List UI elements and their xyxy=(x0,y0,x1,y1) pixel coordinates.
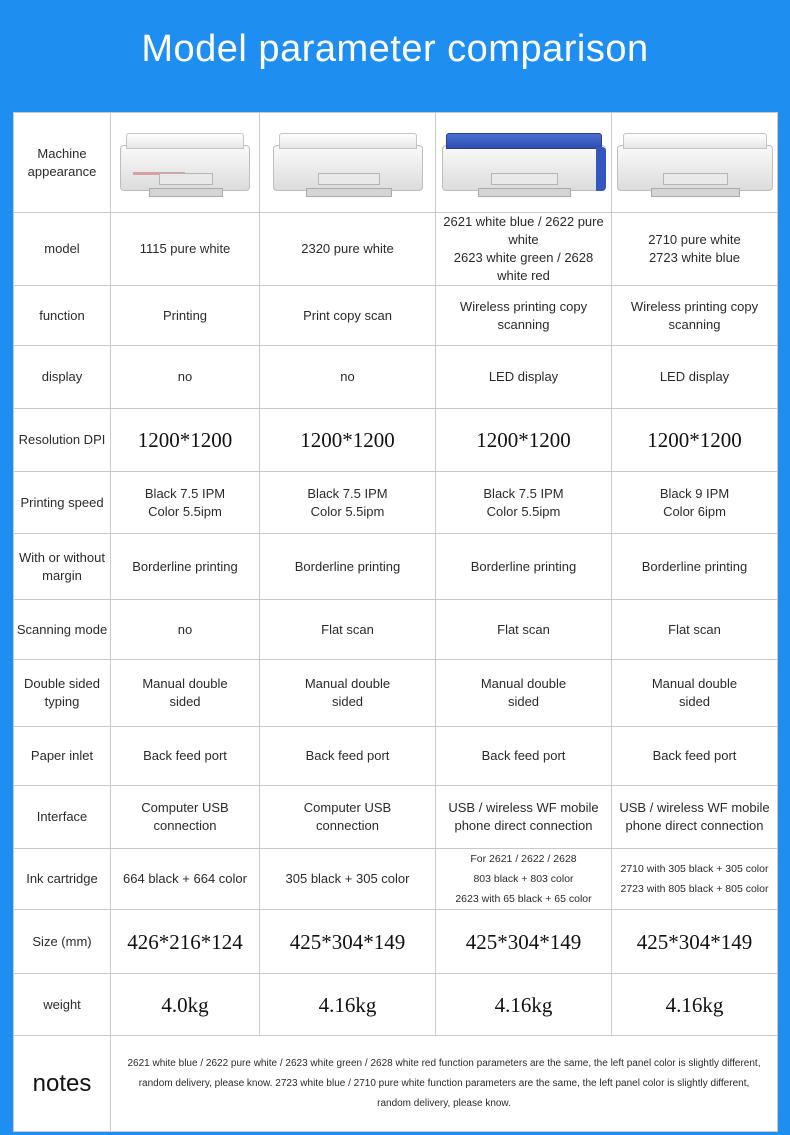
row-label-text: Paper inlet xyxy=(30,748,94,763)
table-cell xyxy=(612,786,778,849)
table-cell xyxy=(260,849,436,910)
table-cell xyxy=(260,600,436,660)
table-cell xyxy=(436,974,612,1036)
table-cell xyxy=(260,786,436,849)
cell-text: phone direct connection xyxy=(625,818,764,833)
printer-tray xyxy=(651,188,740,197)
table-row xyxy=(14,727,778,786)
cell-text: 2710 pure white xyxy=(648,232,741,247)
table-cell xyxy=(111,974,260,1036)
printer-blue-lid xyxy=(446,133,602,149)
table-cell xyxy=(612,472,778,534)
cell-text: scanning xyxy=(668,316,721,332)
cell-text: Black 7.5 IPM xyxy=(144,485,226,501)
table-cell xyxy=(612,113,778,213)
printer-tray xyxy=(478,188,572,197)
cell-text: sided xyxy=(678,694,711,709)
cell-text: Printing xyxy=(162,307,208,323)
notes-text: 2621 white blue / 2622 pure white / 2623 white green / 2628 white red function parameters are the same, the left panel color is slightly different, random delivery, please know. 2723 white blue / 2710 pure white function parameters are the same, the left panel color is slightly different, random delivery, please know. xyxy=(111,1036,778,1132)
table-cell xyxy=(260,910,436,974)
table-row xyxy=(14,660,778,727)
row-label-text: weight xyxy=(43,996,81,1012)
printer-1115-white-icon xyxy=(120,127,250,199)
row-label xyxy=(14,534,111,600)
table-cell xyxy=(111,727,260,786)
printer-output-slot xyxy=(159,173,213,185)
row-label-text: With or without margin xyxy=(19,549,105,583)
cell-text: 664 black + 664 color xyxy=(123,871,247,886)
table-cell xyxy=(260,727,436,786)
table-cell xyxy=(436,409,612,472)
cell-text: 1200*1200 xyxy=(476,428,571,452)
printer-lid xyxy=(126,133,244,149)
row-label-text: model xyxy=(44,241,80,256)
cell-text: Back feed port xyxy=(305,748,390,763)
table-row xyxy=(14,409,778,472)
row-label-text: Size (mm) xyxy=(32,933,92,949)
table-cell xyxy=(612,974,778,1036)
table-cell xyxy=(612,849,778,910)
row-label xyxy=(14,727,111,786)
table-cell xyxy=(111,286,260,346)
table-row xyxy=(14,910,778,974)
cell-text: no xyxy=(340,369,355,384)
row-label-text: display xyxy=(41,369,83,384)
table-cell xyxy=(111,409,260,472)
row-label-text: Double sided typing xyxy=(24,676,100,709)
table-cell xyxy=(260,974,436,1036)
cell-text: Wireless printing copy xyxy=(459,298,588,314)
cell-text: Flat scan xyxy=(321,621,374,637)
row-label xyxy=(14,472,111,534)
table-cell xyxy=(612,910,778,974)
table-cell xyxy=(111,346,260,409)
cell-text: 1200*1200 xyxy=(137,428,233,452)
printer-output-slot xyxy=(318,173,380,185)
row-label xyxy=(14,286,111,346)
table-cell xyxy=(436,786,612,849)
printer-lid xyxy=(279,133,417,149)
table-cell xyxy=(260,472,436,534)
table-cell xyxy=(111,660,260,727)
cell-text: 2723 with 805 black + 805 color xyxy=(620,883,769,895)
table-cell xyxy=(260,113,436,213)
cell-text: connection xyxy=(316,818,379,833)
table-cell xyxy=(436,286,612,346)
row-label xyxy=(14,113,111,213)
cell-text: connection xyxy=(153,818,217,833)
cell-text: 305 black + 305 color xyxy=(285,871,410,886)
cell-text: 4.16kg xyxy=(665,992,724,1017)
table-cell xyxy=(111,849,260,910)
cell-text: 4.16kg xyxy=(318,992,377,1017)
cell-text: 2623 white green / 2628 white red xyxy=(453,250,594,283)
cell-text: Wireless printing copy xyxy=(630,298,759,314)
cell-text: Back feed port xyxy=(481,748,566,763)
table-cell xyxy=(260,409,436,472)
printer-tray xyxy=(149,188,224,197)
table-row xyxy=(14,113,778,213)
row-label-text: Printing speed xyxy=(20,494,104,510)
table-cell xyxy=(260,213,436,286)
cell-text: 425*304*149 xyxy=(289,929,406,954)
row-label xyxy=(14,910,111,974)
table-cell xyxy=(260,286,436,346)
cell-text: 2710 with 305 black + 305 color xyxy=(620,863,769,875)
table-cell xyxy=(612,600,778,660)
cell-text: LED display xyxy=(659,369,730,384)
table-cell xyxy=(111,910,260,974)
cell-text: For 2621 / 2622 / 2628 xyxy=(470,853,577,865)
cell-text: Flat scan xyxy=(668,621,721,637)
printer-2621-white-blue-icon xyxy=(442,127,606,199)
table-cell xyxy=(436,660,612,727)
table-cell xyxy=(260,346,436,409)
table-cell xyxy=(612,660,778,727)
printer-tray xyxy=(306,188,392,197)
cell-text: Borderline printing xyxy=(294,558,401,574)
row-label xyxy=(14,849,111,910)
notes-row xyxy=(14,1036,778,1132)
table-row xyxy=(14,849,778,910)
cell-text: USB / wireless WF mobile xyxy=(448,800,599,815)
comparison-table xyxy=(13,112,778,1132)
printer-2320-white-icon xyxy=(273,127,423,199)
cell-text: Manual double xyxy=(480,676,567,691)
row-label-text: Machine appearance xyxy=(27,145,97,179)
cell-text: 425*304*149 xyxy=(465,929,582,954)
table-cell xyxy=(436,472,612,534)
cell-text: 4.0kg xyxy=(161,992,209,1017)
cell-text: phone direct connection xyxy=(454,818,593,833)
table-cell xyxy=(260,534,436,600)
cell-text: Black 9 IPM xyxy=(659,485,730,501)
table-cell xyxy=(612,534,778,600)
cell-text: Color 5.5ipm xyxy=(310,503,385,519)
table-cell xyxy=(436,910,612,974)
table-cell xyxy=(111,472,260,534)
table-cell xyxy=(436,213,612,286)
printer-2710-white-icon xyxy=(617,127,773,199)
table-cell xyxy=(260,660,436,727)
cell-text: Flat scan xyxy=(497,621,550,637)
table-row xyxy=(14,472,778,534)
row-label xyxy=(14,974,111,1036)
cell-text: 2621 white blue / 2622 pure white xyxy=(443,214,604,247)
cell-text: sided xyxy=(507,694,540,709)
table-cell xyxy=(436,346,612,409)
cell-text: 425*304*149 xyxy=(636,929,753,954)
cell-text: Computer USB xyxy=(303,800,392,815)
row-label-text: Scanning mode xyxy=(16,621,108,637)
row-label-text: Resolution DPI xyxy=(18,432,106,447)
cell-text: Color 6ipm xyxy=(663,503,726,519)
cell-text: scanning xyxy=(497,316,550,332)
cell-text: Print copy scan xyxy=(303,307,392,323)
row-label xyxy=(14,600,111,660)
table-cell xyxy=(111,534,260,600)
cell-text: Computer USB xyxy=(141,800,229,815)
row-label-text: Ink cartridge xyxy=(26,871,98,886)
printer-output-slot xyxy=(663,173,727,185)
cell-text: Color 5.5ipm xyxy=(486,503,561,519)
row-label xyxy=(14,346,111,409)
table-cell xyxy=(436,113,612,213)
printer-output-slot xyxy=(491,173,559,185)
table-cell xyxy=(436,849,612,910)
cell-text: USB / wireless WF mobile xyxy=(619,800,770,815)
row-label xyxy=(14,786,111,849)
table-cell xyxy=(612,346,778,409)
cell-text: Manual double xyxy=(651,676,738,691)
table-row xyxy=(14,786,778,849)
cell-text: 803 black + 803 color xyxy=(473,873,574,885)
row-label xyxy=(14,213,111,286)
cell-text: 1200*1200 xyxy=(647,428,742,452)
table-cell xyxy=(612,409,778,472)
table-row xyxy=(14,213,778,286)
cell-text: sided xyxy=(169,694,201,709)
table-cell xyxy=(436,534,612,600)
cell-text: Manual double xyxy=(304,676,391,691)
cell-text: Borderline printing xyxy=(641,558,748,574)
table-cell xyxy=(111,213,260,286)
cell-text: 2723 white blue xyxy=(648,250,741,265)
cell-text: 2623 with 65 black + 65 color xyxy=(455,893,592,905)
cell-text: 1200*1200 xyxy=(300,428,395,452)
row-label-text: Interface xyxy=(36,809,88,824)
cell-text: sided xyxy=(331,694,364,709)
table-row xyxy=(14,534,778,600)
cell-text: no xyxy=(177,369,193,384)
cell-text: Borderline printing xyxy=(132,558,238,574)
table-cell xyxy=(436,727,612,786)
page-title: Model parameter comparison xyxy=(141,28,649,70)
row-label xyxy=(14,409,111,472)
table-row xyxy=(14,346,778,409)
table-row xyxy=(14,286,778,346)
cell-text: LED display xyxy=(488,369,559,384)
cell-text: Back feed port xyxy=(652,748,737,763)
cell-text: Back feed port xyxy=(143,748,227,763)
table-cell xyxy=(436,600,612,660)
cell-text: Manual double xyxy=(142,676,228,691)
table-cell xyxy=(111,113,260,213)
printer-blue-panel xyxy=(596,147,606,191)
table-cell xyxy=(111,786,260,849)
table-cell xyxy=(612,286,778,346)
cell-text: 4.16kg xyxy=(494,992,553,1017)
table-cell xyxy=(612,213,778,286)
table-row xyxy=(14,600,778,660)
cell-text: 2320 pure white xyxy=(301,241,394,256)
table-cell xyxy=(111,600,260,660)
printer-lid xyxy=(623,133,767,149)
table-cell xyxy=(612,727,778,786)
cell-text: no xyxy=(177,621,193,637)
table-row xyxy=(14,974,778,1036)
cell-text: Black 7.5 IPM xyxy=(483,485,564,501)
row-label-text: function xyxy=(39,307,85,323)
row-label xyxy=(14,660,111,727)
cell-text: 1115 pure white xyxy=(139,241,231,256)
cell-text: Black 7.5 IPM xyxy=(307,485,388,501)
cell-text: 426*216*124 xyxy=(127,929,243,954)
notes-label: notes xyxy=(14,1036,111,1132)
cell-text: Borderline printing xyxy=(470,558,577,574)
cell-text: Color 5.5ipm xyxy=(148,503,222,519)
